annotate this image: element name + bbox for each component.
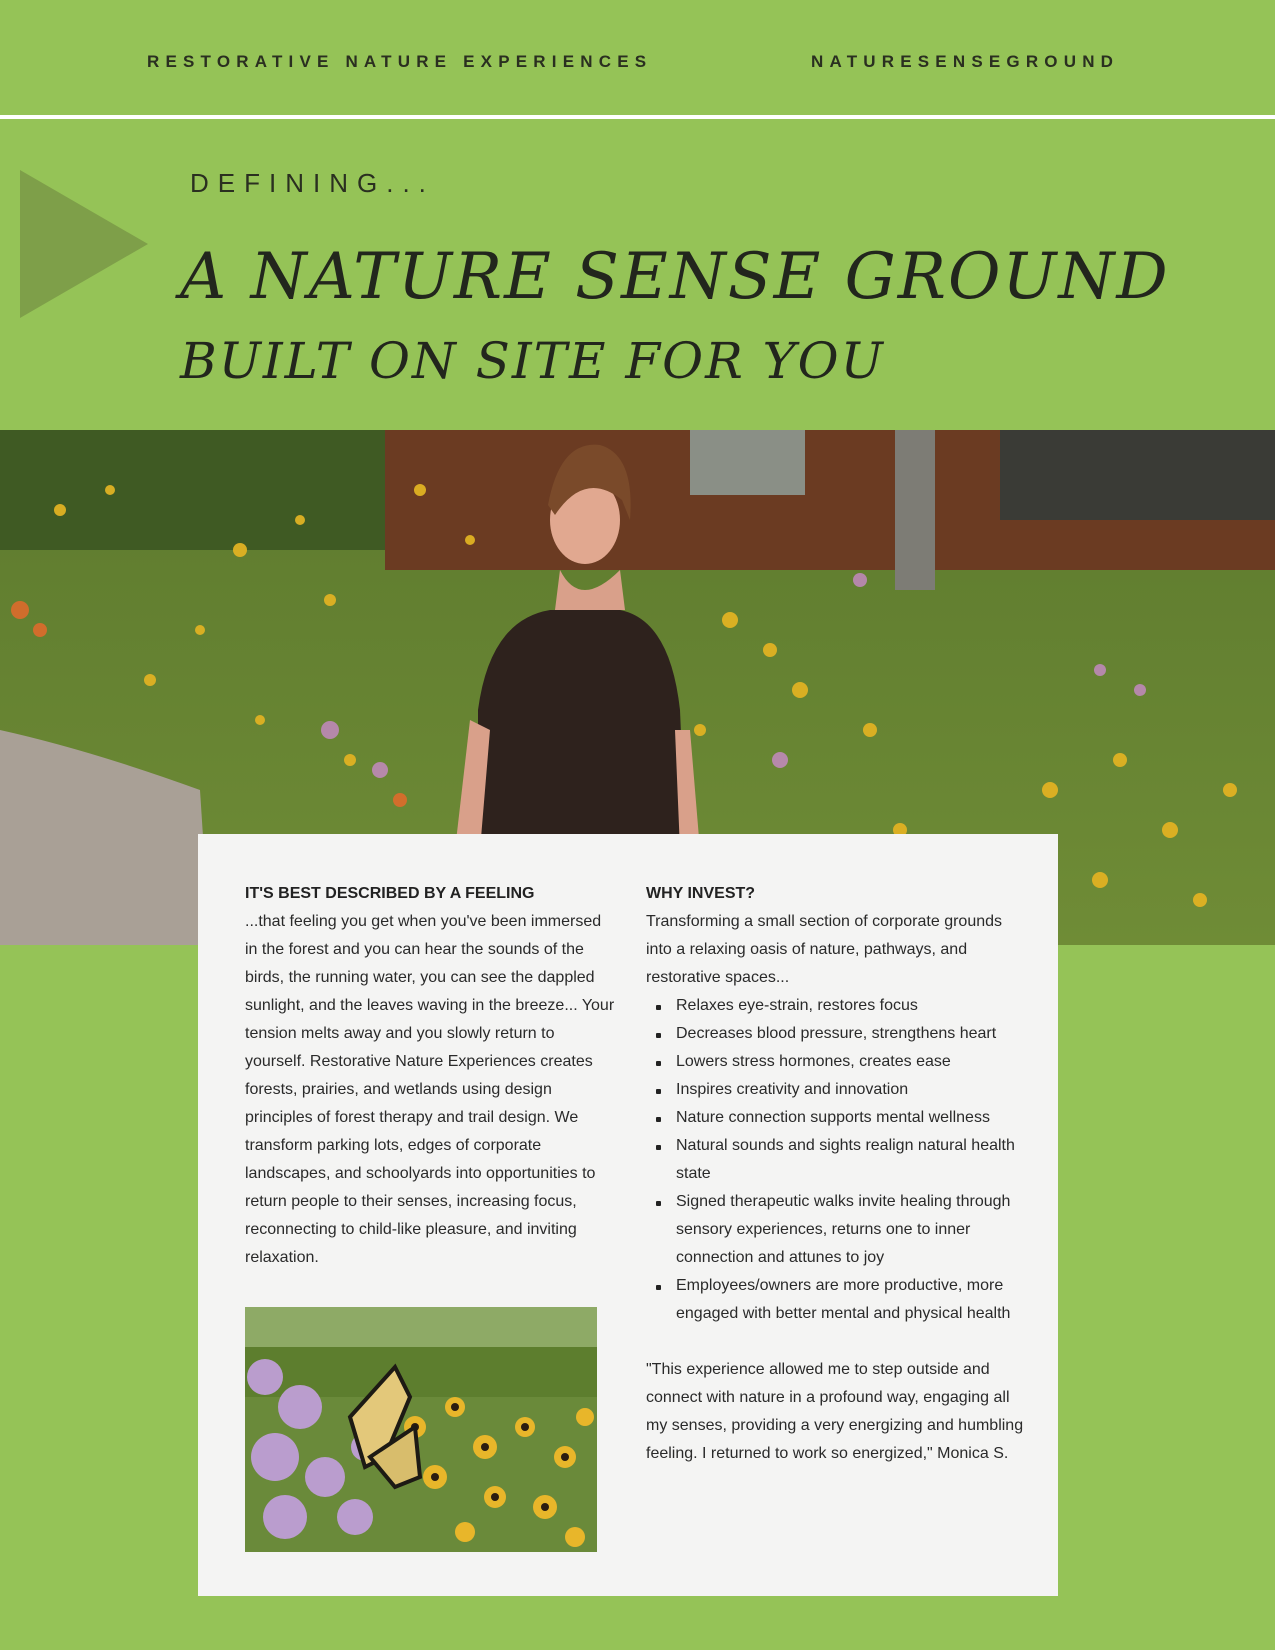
list-item: Employees/owners are more productive, more engaged with better mental and physical health — [676, 1272, 1031, 1328]
page-subtitle: BUILT ON SITE FOR YOU — [180, 332, 885, 390]
feeling-heading: IT'S BEST DESCRIBED BY A FEELING — [245, 885, 535, 902]
header-divider — [0, 115, 1275, 119]
content-card — [198, 834, 1058, 1596]
butterfly-flowers-photo — [245, 1307, 597, 1552]
header-site-name: NATURESENSEGROUND — [811, 52, 1120, 71]
left-column — [245, 880, 617, 1272]
list-item: Inspires creativity and innovation — [676, 1076, 1031, 1104]
feeling-body: ...that feeling you get when you've been immersed in the forest and you can hear the sounds of the birds, the running water, you can see the dappled sunlight, and the leaves waving in the breeze... Your tension melts away and you slowly return to yourself. Restorative Nature Experiences creates forests, prairies, and wetlands using design principles of forest therapy and trail design. We transform parking lots, edges of corporate landscapes, and schoolyards into opportunities to return people to their senses, increasing focus, reconnecting to child-like pleasure, and inviting relaxation. — [245, 913, 615, 1266]
testimonial-quote: "This experience allowed me to step outside and connect with nature in a profound way, engaging all my senses, providing a very energizing and humbling feeling. I returned to work so energized," Monica S. — [646, 1361, 1024, 1462]
list-item: Signed therapeutic walks invite healing through sensory experiences, returns one to inner connection and attunes to joy — [676, 1188, 1031, 1272]
invest-heading: WHY INVEST? — [646, 885, 756, 902]
page-title: A NATURE SENSE GROUND — [180, 240, 1170, 314]
list-item: Natural sounds and sights realign natural health state — [676, 1132, 1031, 1188]
kicker-text: DEFINING... — [190, 168, 435, 198]
play-triangle-icon — [20, 170, 148, 318]
list-item: Lowers stress hormones, creates ease — [676, 1048, 1031, 1076]
list-item: Decreases blood pressure, strengthens heart — [676, 1020, 1031, 1048]
list-item: Nature connection supports mental wellness — [676, 1104, 1031, 1132]
invest-intro: Transforming a small section of corporate grounds into a relaxing oasis of nature, pathways, and restorative spaces... — [646, 913, 1003, 986]
right-column — [646, 880, 1031, 1468]
header-brand-name: RESTORATIVE NATURE EXPERIENCES — [147, 52, 653, 71]
list-item: Relaxes eye-strain, restores focus — [676, 992, 1031, 1020]
benefits-list — [646, 992, 1031, 1328]
